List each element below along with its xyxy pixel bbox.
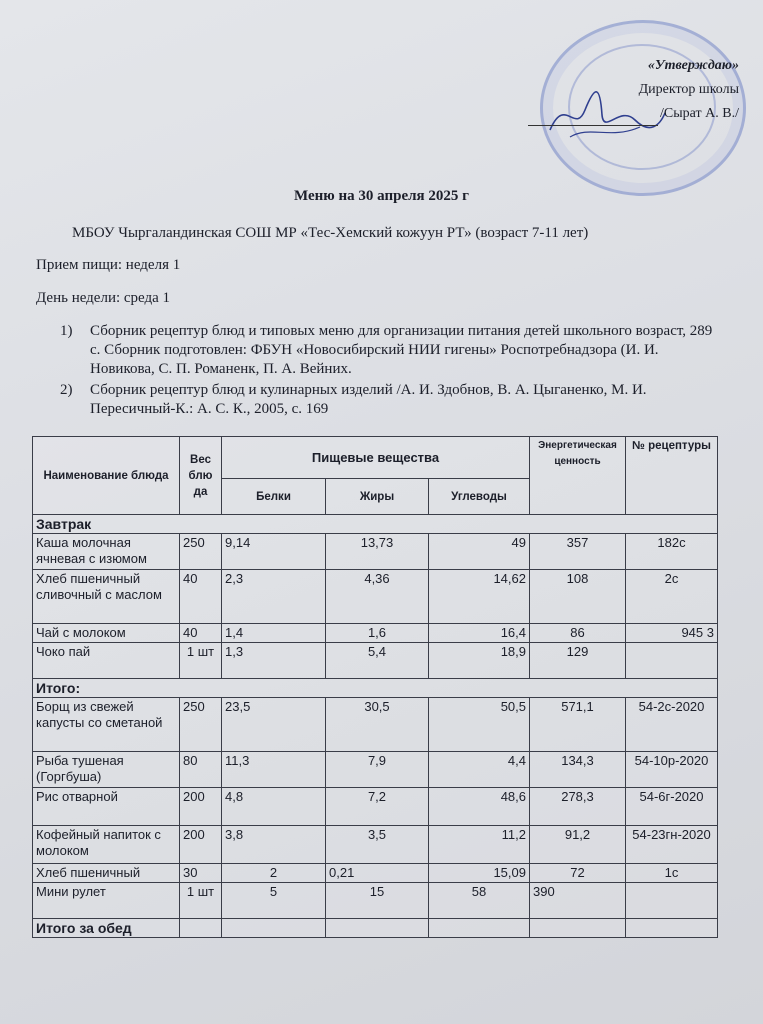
weekday: День недели: среда 1 (36, 290, 171, 306)
total-lunch: Итого за обед (33, 919, 180, 938)
dish-carbs: 48,6 (429, 788, 530, 826)
page-title: Меню на 30 апреля 2025 г (294, 188, 469, 204)
reference-number: 1) (60, 323, 73, 339)
dish-recipe (626, 643, 718, 679)
signature-line (528, 109, 658, 126)
dish-weight: 1 шт (180, 883, 222, 919)
dish-protein: 2 (222, 864, 326, 883)
dish-carbs: 11,2 (429, 826, 530, 864)
header-recipe: № рецептуры (626, 437, 718, 515)
dish-fat: 7,9 (326, 752, 429, 788)
approval-position: Директор школы (638, 82, 739, 97)
references-list (60, 322, 720, 421)
dish-carbs: 16,4 (429, 624, 530, 643)
dish-name: Хлеб пшеничный сливочный с маслом (33, 570, 180, 624)
reference-item (60, 381, 720, 419)
total-lunch-cell (326, 919, 429, 938)
dish-weight: 40 (180, 624, 222, 643)
dish-protein: 9,14 (222, 534, 326, 570)
dish-energy: 72 (530, 864, 626, 883)
dish-name: Хлеб пшеничный (33, 864, 180, 883)
dish-energy: 91,2 (530, 826, 626, 864)
dish-recipe: 945 3 (626, 624, 718, 643)
dish-recipe: 54-6г-2020 (626, 788, 718, 826)
dish-energy: 571,1 (530, 698, 626, 752)
dish-fat: 15 (326, 883, 429, 919)
dish-energy: 129 (530, 643, 626, 679)
dish-name: Борщ из свежей капусты со сметаной (33, 698, 180, 752)
dish-name: Чай с молоком (33, 624, 180, 643)
header-carbs: Углеводы (429, 479, 530, 515)
table-row (33, 570, 718, 624)
table-row (33, 752, 718, 788)
menu-table (32, 436, 718, 938)
dish-recipe: 1с (626, 864, 718, 883)
dish-protein: 23,5 (222, 698, 326, 752)
approval-signer: /Сырат А. В./ (660, 106, 739, 121)
reference-text: Сборник рецептур блюд и кулинарных изделий /А. И. Здобнов, В. А. Цыганенко, М. И. Пересичный-К.: А. С. К., 2005, с. 169 (90, 382, 647, 417)
header-energy: Энергетическая ценность (530, 437, 626, 515)
dish-weight: 40 (180, 570, 222, 624)
dish-weight: 250 (180, 534, 222, 570)
dish-recipe: 54-23гн-2020 (626, 826, 718, 864)
dish-weight: 80 (180, 752, 222, 788)
table-row (33, 826, 718, 864)
total-lunch-cell (180, 919, 222, 938)
header-protein: Белки (222, 479, 326, 515)
dish-carbs: 18,9 (429, 643, 530, 679)
dish-protein: 11,3 (222, 752, 326, 788)
total-lunch-cell (530, 919, 626, 938)
dish-recipe: 2с (626, 570, 718, 624)
table-row (33, 864, 718, 883)
table-row (33, 788, 718, 826)
dish-energy: 278,3 (530, 788, 626, 826)
dish-recipe: 54-2с-2020 (626, 698, 718, 752)
dish-name: Кофейный напиток с молоком (33, 826, 180, 864)
dish-name: Чоко пай (33, 643, 180, 679)
reference-text: Сборник рецептур блюд и типовых меню для организации питания детей школьного возраст, 289 с. Сборник подготовлен: ФБУН «Новосибирский НИИ гигены» Роспотребнадзора (И. И. Новикова, С. П. Романенк, П. А. Вейних. (90, 323, 713, 377)
dish-carbs: 58 (429, 883, 530, 919)
dish-energy: 390 (530, 883, 626, 919)
table-row (33, 643, 718, 679)
dish-name: Каша молочная ячневая с изюмом (33, 534, 180, 570)
dish-fat: 0,21 (326, 864, 429, 883)
school-name: МБОУ Чыргаландинская СОШ МР «Тес-Хемский кожуун РТ» (возраст 7-11 лет) (72, 225, 589, 241)
reference-number: 2) (60, 382, 73, 398)
header-weight: Вес блю да (180, 437, 222, 515)
header-nutrients: Пищевые вещества (222, 437, 530, 479)
dish-protein: 4,8 (222, 788, 326, 826)
dish-fat: 1,6 (326, 624, 429, 643)
approval-heading: «Утверждаю» (647, 58, 739, 73)
total-lunch-cell (222, 919, 326, 938)
dish-carbs: 49 (429, 534, 530, 570)
dish-weight: 30 (180, 864, 222, 883)
table-row (33, 883, 718, 919)
dish-energy: 86 (530, 624, 626, 643)
dish-weight: 200 (180, 788, 222, 826)
dish-fat: 13,73 (326, 534, 429, 570)
dish-protein: 1,4 (222, 624, 326, 643)
dish-weight: 250 (180, 698, 222, 752)
dish-fat: 7,2 (326, 788, 429, 826)
dish-weight: 200 (180, 826, 222, 864)
header-name: Наименование блюда (33, 437, 180, 515)
total-lunch-cell (626, 919, 718, 938)
dish-energy: 108 (530, 570, 626, 624)
table-row (33, 534, 718, 570)
approval-block (528, 54, 739, 126)
dish-name: Рис отварной (33, 788, 180, 826)
dish-protein: 3,8 (222, 826, 326, 864)
dish-fat: 3,5 (326, 826, 429, 864)
dish-carbs: 4,4 (429, 752, 530, 788)
dish-fat: 4,36 (326, 570, 429, 624)
dish-protein: 2,3 (222, 570, 326, 624)
dish-carbs: 50,5 (429, 698, 530, 752)
dish-recipe: 54-10р-2020 (626, 752, 718, 788)
dish-fat: 5,4 (326, 643, 429, 679)
total-breakfast: Итого: (33, 679, 718, 698)
dish-name: Мини рулет (33, 883, 180, 919)
dish-protein: 1,3 (222, 643, 326, 679)
section-breakfast: Завтрак (33, 515, 718, 534)
reference-item (60, 322, 720, 379)
dish-carbs: 14,62 (429, 570, 530, 624)
table-row (33, 624, 718, 643)
dish-protein: 5 (222, 883, 326, 919)
dish-weight: 1 шт (180, 643, 222, 679)
dish-energy: 134,3 (530, 752, 626, 788)
dish-energy: 357 (530, 534, 626, 570)
dish-recipe (626, 883, 718, 919)
dish-recipe: 182с (626, 534, 718, 570)
dish-fat: 30,5 (326, 698, 429, 752)
table-row (33, 698, 718, 752)
dish-carbs: 15,09 (429, 864, 530, 883)
dish-name: Рыба тушеная (Горгбуша) (33, 752, 180, 788)
total-lunch-cell (429, 919, 530, 938)
header-fat: Жиры (326, 479, 429, 515)
meal-week: Прием пищи: неделя 1 (36, 257, 181, 273)
